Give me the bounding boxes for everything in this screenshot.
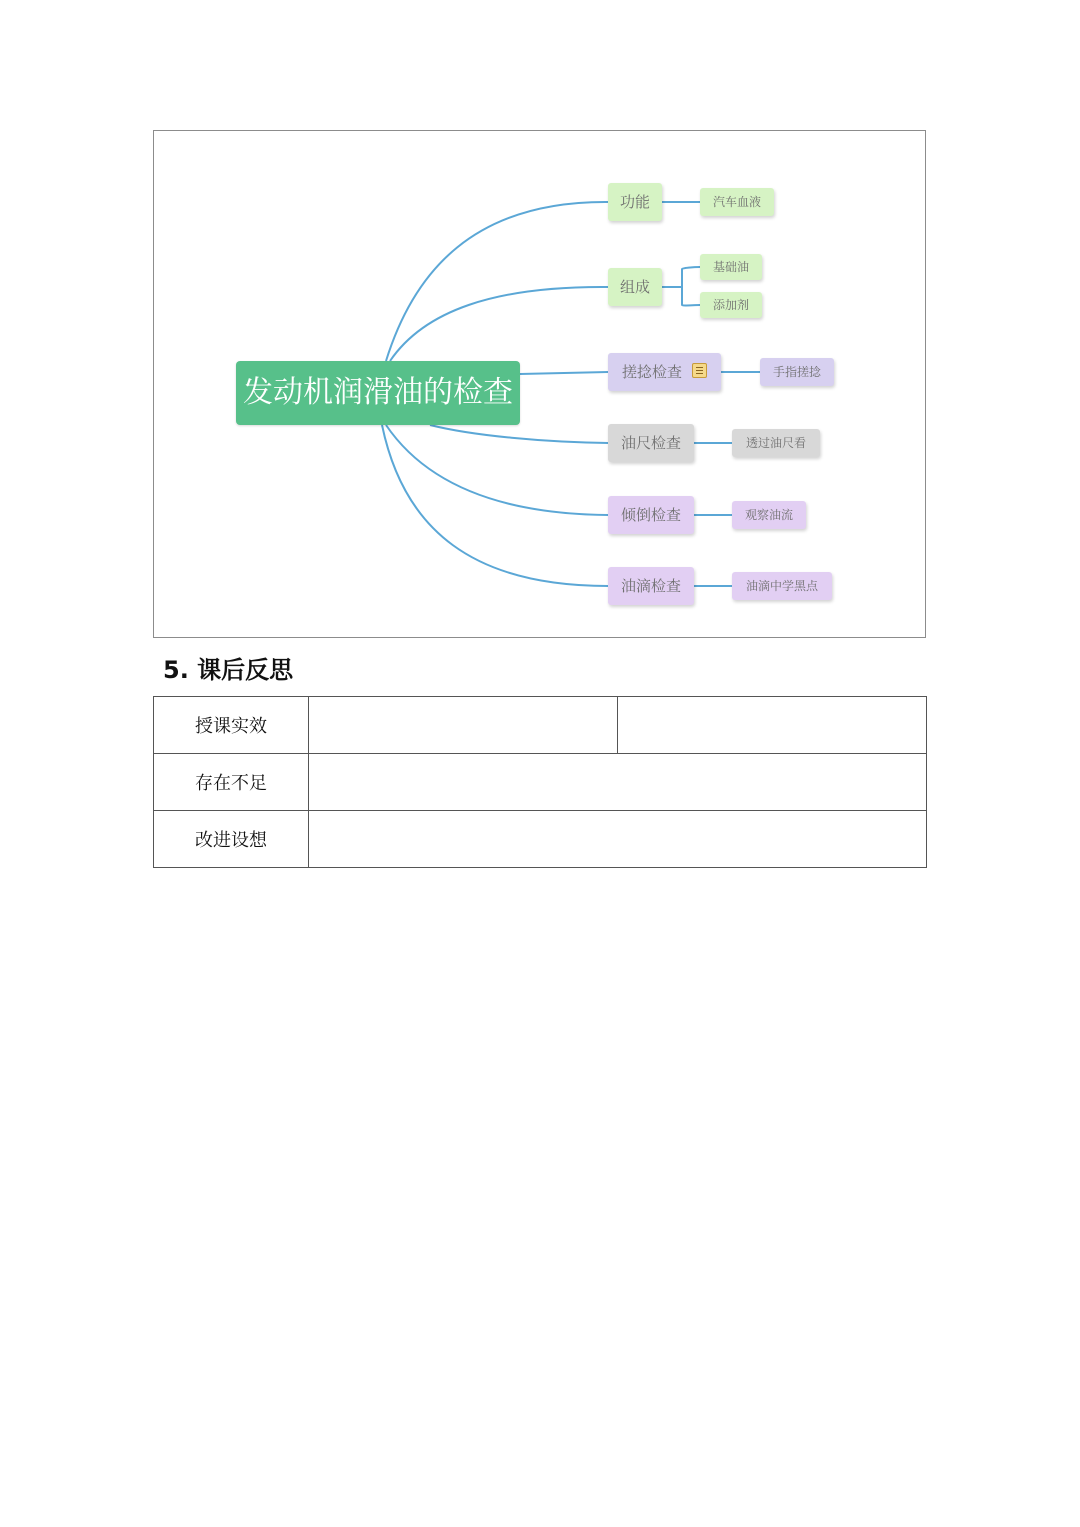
reflection-table [153,696,927,868]
table-cell-empty[interactable] [309,754,927,811]
connector-composition-bracket [662,267,700,305]
branch-pour-check: 倾倒检查 [608,496,694,534]
mind-map [153,130,926,638]
table-cell-empty[interactable] [309,697,618,754]
section-title: 5. 课后反思 [163,656,294,684]
leaf-through-dipstick: 透过油尺看 [732,429,820,457]
connector-root-composition [390,287,608,361]
table-cell-empty[interactable] [309,811,927,868]
branch-drop-check: 油滴检查 [608,567,694,605]
connector-root-pour-check [386,425,608,515]
branch-rub-check-label: 搓捻检查 [621,363,682,381]
leaf-oil-drop-black-spots: 油滴中学黑点 [732,572,832,600]
table-row [154,754,927,811]
table-row [154,811,927,868]
table-cell-empty[interactable] [618,697,927,754]
row-label-teaching-effect: 授课实效 [154,697,309,754]
note-icon[interactable] [692,363,707,378]
branch-function: 功能 [608,183,662,221]
leaf-observe-flow: 观察油流 [732,501,806,529]
connector-root-drop-check [382,425,608,586]
row-label-shortcomings: 存在不足 [154,754,309,811]
row-label-improvement-ideas: 改进设想 [154,811,309,868]
branch-rub-check [608,353,721,391]
connector-root-rub-check [520,372,608,374]
branch-dipstick-check: 油尺检查 [608,424,694,462]
leaf-finger-rub: 手指搓捻 [760,358,834,386]
leaf-car-blood: 汽车血液 [700,188,774,216]
leaf-additive: 添加剂 [700,292,762,318]
leaf-base-oil: 基础油 [700,254,762,280]
connector-root-dipstick-check [430,425,608,443]
table-row [154,697,927,754]
connector-root-function [386,202,608,361]
branch-composition: 组成 [608,268,662,306]
root-topic: 发动机润滑油的检查 [236,361,520,425]
